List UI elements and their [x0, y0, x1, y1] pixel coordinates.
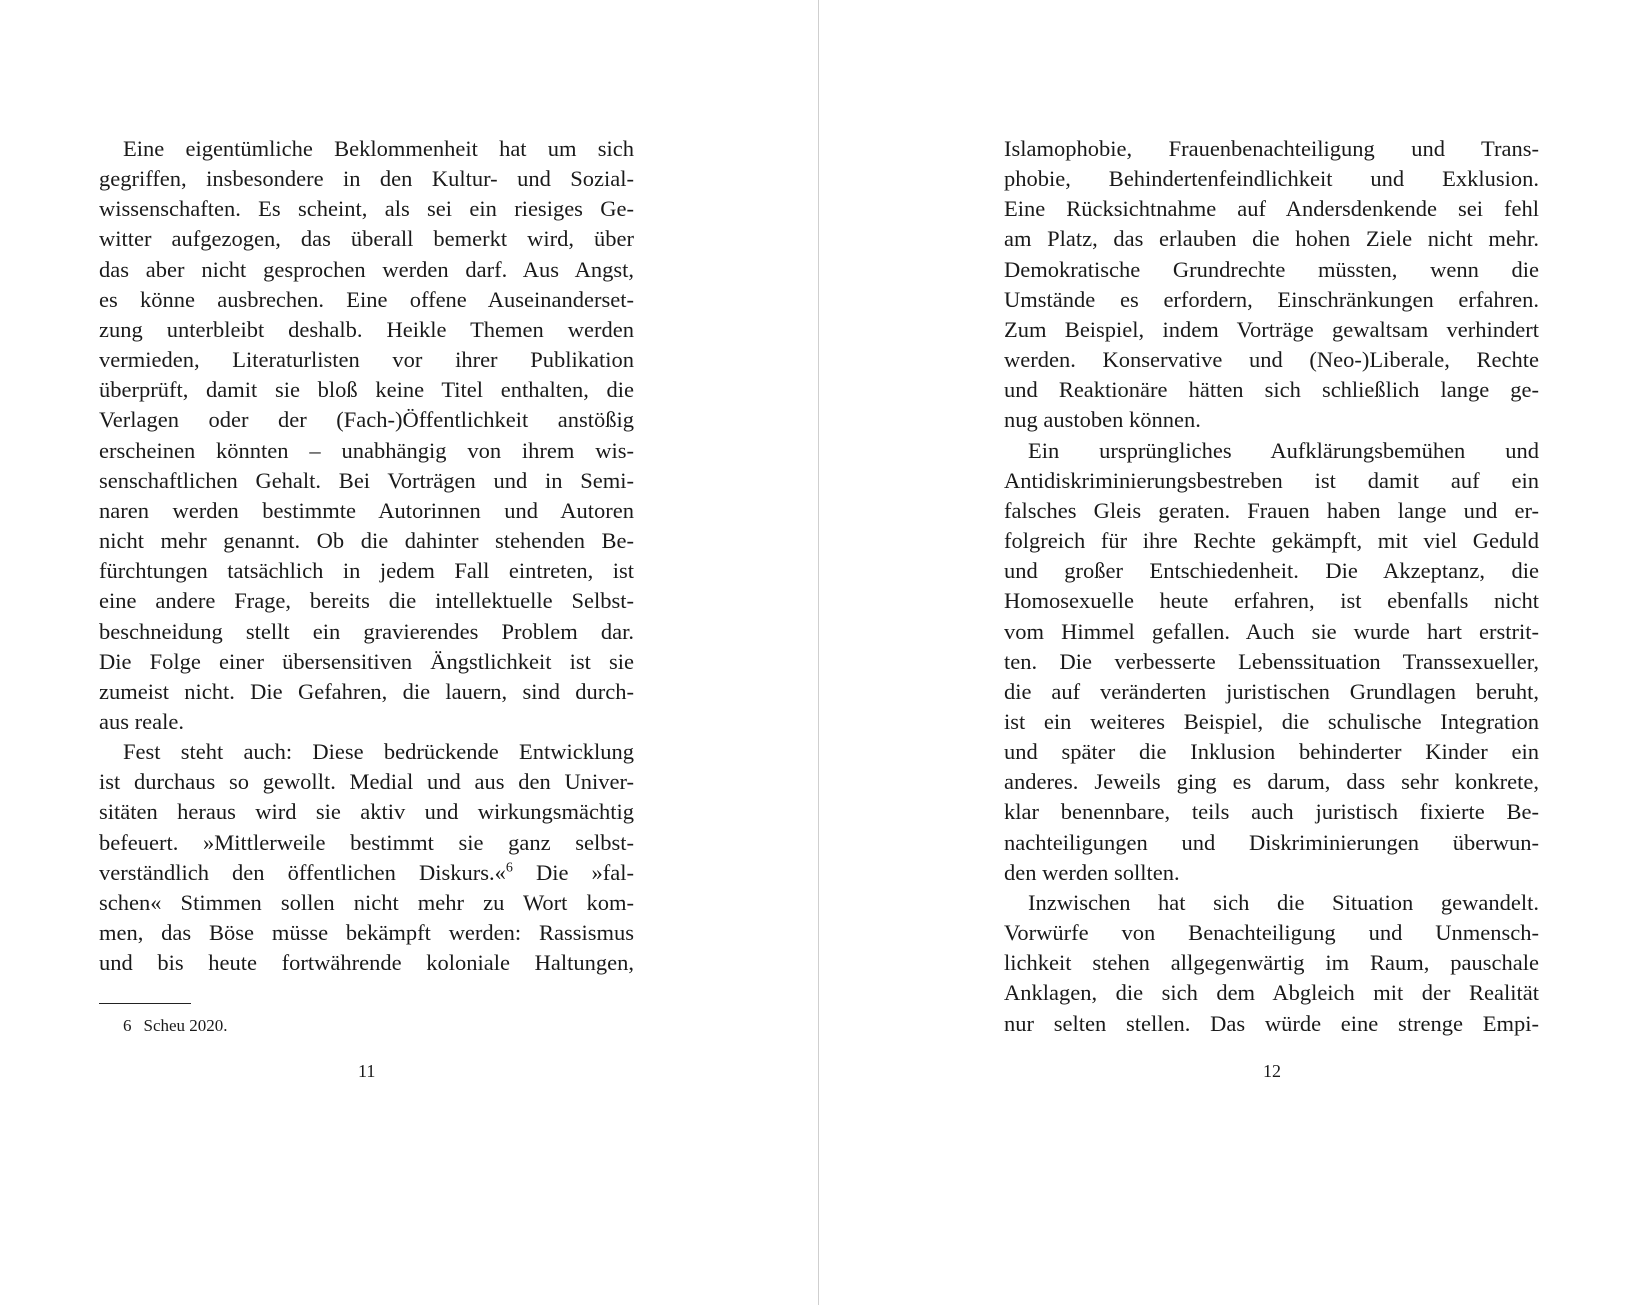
text-line-content: Vorwürfe von Benachteiligung und Unmensch- [1004, 920, 1539, 946]
text-line-content: ten. Die verbesserte Lebenssituation Transsexueller, [1004, 648, 1539, 674]
text-line [99, 255, 634, 285]
text-line [99, 436, 634, 466]
text-line [1004, 948, 1539, 978]
text-line-content: men, das Böse müsse bekämpft werden: Rassismus [99, 920, 634, 946]
page-gutter [818, 0, 819, 1305]
text-line [1004, 677, 1539, 707]
text-line-content: aus reale. [99, 708, 184, 734]
text-line [1004, 375, 1539, 405]
text-line-content: den werden sollten. [1004, 859, 1180, 885]
text-line-content: werden. Konservative und (Neo-)Liberale, Rechte [1004, 347, 1539, 373]
text-line-content: schen« Stimmen sollen nicht mehr zu Wort kom- [99, 889, 634, 915]
text-line-content: erscheinen könnten – unabhängig von ihrem wis- [99, 437, 634, 463]
text-line-content: lichkeit stehen allgegenwärtig im Raum, pauschale [1004, 950, 1539, 976]
text-line [99, 888, 634, 918]
text-line-content: Anklagen, die sich dem Abgleich mit der Realität [1004, 980, 1539, 1006]
text-line [1004, 466, 1539, 496]
text-line-content: es könne ausbrechen. Eine offene Auseinanderset- [99, 286, 634, 312]
text-line [99, 194, 634, 224]
text-line [99, 134, 634, 164]
text-line-content: naren werden bestimmte Autorinnen und Autoren [99, 497, 634, 523]
text-line [1004, 436, 1539, 466]
text-line [99, 164, 634, 194]
text-line-content: vermieden, Literaturlisten vor ihrer Publikation [99, 347, 634, 373]
text-line [99, 375, 634, 405]
text-line-content: beschneidung stellt ein gravierendes Problem dar. [99, 618, 634, 644]
text-line [99, 556, 634, 586]
text-line-content: Fest steht auch: Diese bedrückende Entwicklung [123, 739, 634, 765]
text-line [1004, 858, 1539, 888]
text-line-content: Inzwischen hat sich die Situation gewandelt. [1028, 889, 1539, 915]
text-line [99, 767, 634, 797]
text-line [1004, 255, 1539, 285]
text-line [99, 496, 634, 526]
text-line [1004, 707, 1539, 737]
right-page-body-text [1004, 134, 1539, 1039]
text-line-content: sitäten heraus wird sie aktiv und wirkungsmächtig [99, 799, 634, 825]
text-line [1004, 647, 1539, 677]
text-line-content: anderes. Jeweils ging es darum, dass sehr konkrete, [1004, 769, 1539, 795]
text-line-content: Eine Rücksichtnahme auf Andersdenkende sei fehl [1004, 196, 1539, 222]
text-line-content: folgreich für ihre Rechte gekämpft, mit viel Geduld [1004, 528, 1539, 554]
text-line [99, 948, 634, 978]
left-page-body-text [99, 134, 634, 978]
text-line [1004, 586, 1539, 616]
text-line-content: nug austoben können. [1004, 407, 1201, 433]
text-line [1004, 1009, 1539, 1039]
text-line-content: nur selten stellen. Das würde eine strenge Empi- [1004, 1010, 1539, 1036]
text-line [1004, 617, 1539, 647]
text-line [1004, 918, 1539, 948]
text-line-content: Ein ursprüngliches Aufklärungsbemühen und [1028, 437, 1539, 463]
text-line [1004, 345, 1539, 375]
text-line-content: und Reaktionäre hätten sich schließlich lange ge- [1004, 377, 1539, 403]
text-line-content: falsches Gleis geraten. Frauen haben lange und er- [1004, 497, 1539, 523]
text-line [99, 617, 634, 647]
text-line-content: ist durchaus so gewollt. Medial und aus den Univer- [99, 769, 634, 795]
text-line [1004, 556, 1539, 586]
text-line [1004, 224, 1539, 254]
text-line-content: Verlagen oder der (Fach-)Öffentlichkeit anstößig [99, 407, 634, 433]
text-line-content: Islamophobie, Frauenbenachteiligung und Trans- [1004, 136, 1539, 161]
text-line-content: Demokratische Grundrechte müssten, wenn die [1004, 256, 1539, 282]
text-line [1004, 828, 1539, 858]
text-line-content: Antidiskriminierungsbestreben ist damit auf ein [1004, 467, 1539, 493]
text-line-content: wissenschaften. Es scheint, als sei ein riesiges Ge- [99, 196, 634, 222]
text-line-content: vom Himmel gefallen. Auch sie wurde hart erstrit- [1004, 618, 1539, 644]
text-line [99, 828, 634, 858]
footnote-reference[interactable]: 6 [505, 860, 513, 876]
text-line [1004, 797, 1539, 827]
text-line [1004, 978, 1539, 1008]
text-line [1004, 164, 1539, 194]
text-line-content: Die »fal- [512, 859, 634, 885]
text-line [1004, 496, 1539, 526]
text-line-content: überprüft, damit sie bloß keine Titel enthalten, die [99, 377, 634, 403]
text-line-content: senschaftlichen Gehalt. Bei Vorträgen und in Semi- [99, 467, 634, 493]
text-line-content: Die Folge einer übersensitiven Ängstlichkeit ist sie [99, 648, 634, 674]
text-line [99, 466, 634, 496]
text-line [99, 315, 634, 345]
text-line [99, 677, 634, 707]
text-line-content: fürchtungen tatsächlich in jedem Fall eintreten, ist [99, 558, 634, 584]
text-line-content: Eine eigentümliche Beklommenheit hat um sich [123, 136, 634, 161]
text-line-content: zumeist nicht. Die Gefahren, die lauern, sind durch- [99, 678, 634, 704]
text-line [99, 737, 634, 767]
footnote-text: Scheu 2020. [143, 1016, 228, 1035]
text-line [99, 707, 634, 737]
text-line [1004, 285, 1539, 315]
text-line [1004, 194, 1539, 224]
text-line-content: Homosexuelle heute erfahren, ist ebenfalls nicht [1004, 588, 1539, 614]
text-line [1004, 315, 1539, 345]
text-line-content: Umstände es erfordern, Einschränkungen erfahren. [1004, 286, 1539, 312]
text-line-content: die auf veränderten juristischen Grundlagen beruht, [1004, 678, 1539, 704]
text-line-content: verständlich den öffentlichen Diskurs.« [99, 859, 506, 885]
text-line [1004, 405, 1539, 435]
text-line-content: nicht mehr genannt. Ob die dahinter stehenden Be- [99, 528, 634, 554]
text-line-content: das aber nicht gesprochen werden darf. Aus Angst, [99, 256, 634, 282]
text-line-content: und bis heute fortwährende koloniale Haltungen, [99, 950, 634, 976]
text-line-content: Zum Beispiel, indem Vorträge gewaltsam verhindert [1004, 316, 1539, 342]
text-line-content: klar benennbare, teils auch juristisch fixierte Be- [1004, 799, 1539, 825]
text-line [99, 647, 634, 677]
text-line [99, 285, 634, 315]
text-line-content: am Platz, das erlauben die hohen Ziele nicht mehr. [1004, 226, 1539, 252]
text-line-content: eine andere Frage, bereits die intellektuelle Selbst- [99, 588, 634, 614]
text-line-content: witter aufgezogen, das überall bemerkt wird, über [99, 226, 634, 252]
text-line [1004, 888, 1539, 918]
text-line [99, 224, 634, 254]
text-line [99, 918, 634, 948]
text-line-content: ist ein weiteres Beispiel, die schulische Integration [1004, 708, 1539, 734]
text-line [1004, 737, 1539, 767]
footnote-rule [99, 1003, 191, 1004]
text-line [99, 526, 634, 556]
text-line-content: und später die Inklusion behinderter Kinder ein [1004, 739, 1539, 765]
text-line [99, 405, 634, 435]
text-line-content: phobie, Behindertenfeindlichkeit und Exklusion. [1004, 166, 1539, 192]
text-line [1004, 526, 1539, 556]
text-line-content: gegriffen, insbesondere in den Kultur- und Sozial- [99, 166, 634, 192]
page-number-left: 11 [358, 1061, 376, 1081]
text-line [99, 586, 634, 616]
text-line [99, 797, 634, 827]
footnote-number: 6 [123, 1016, 132, 1035]
page-number-right: 12 [1263, 1061, 1281, 1081]
text-line [99, 345, 634, 375]
text-line-content: nachteiligungen und Diskriminierungen überwun- [1004, 829, 1539, 855]
text-line-content: befeuert. »Mittlerweile bestimmt sie ganz selbst- [99, 829, 634, 855]
text-line [99, 858, 634, 888]
text-line-content: zung unterbleibt deshalb. Heikle Themen werden [99, 316, 634, 342]
footnote [123, 1016, 228, 1036]
text-line [1004, 134, 1539, 164]
text-line-content: und großer Entschiedenheit. Die Akzeptanz, die [1004, 558, 1539, 584]
text-line [1004, 767, 1539, 797]
